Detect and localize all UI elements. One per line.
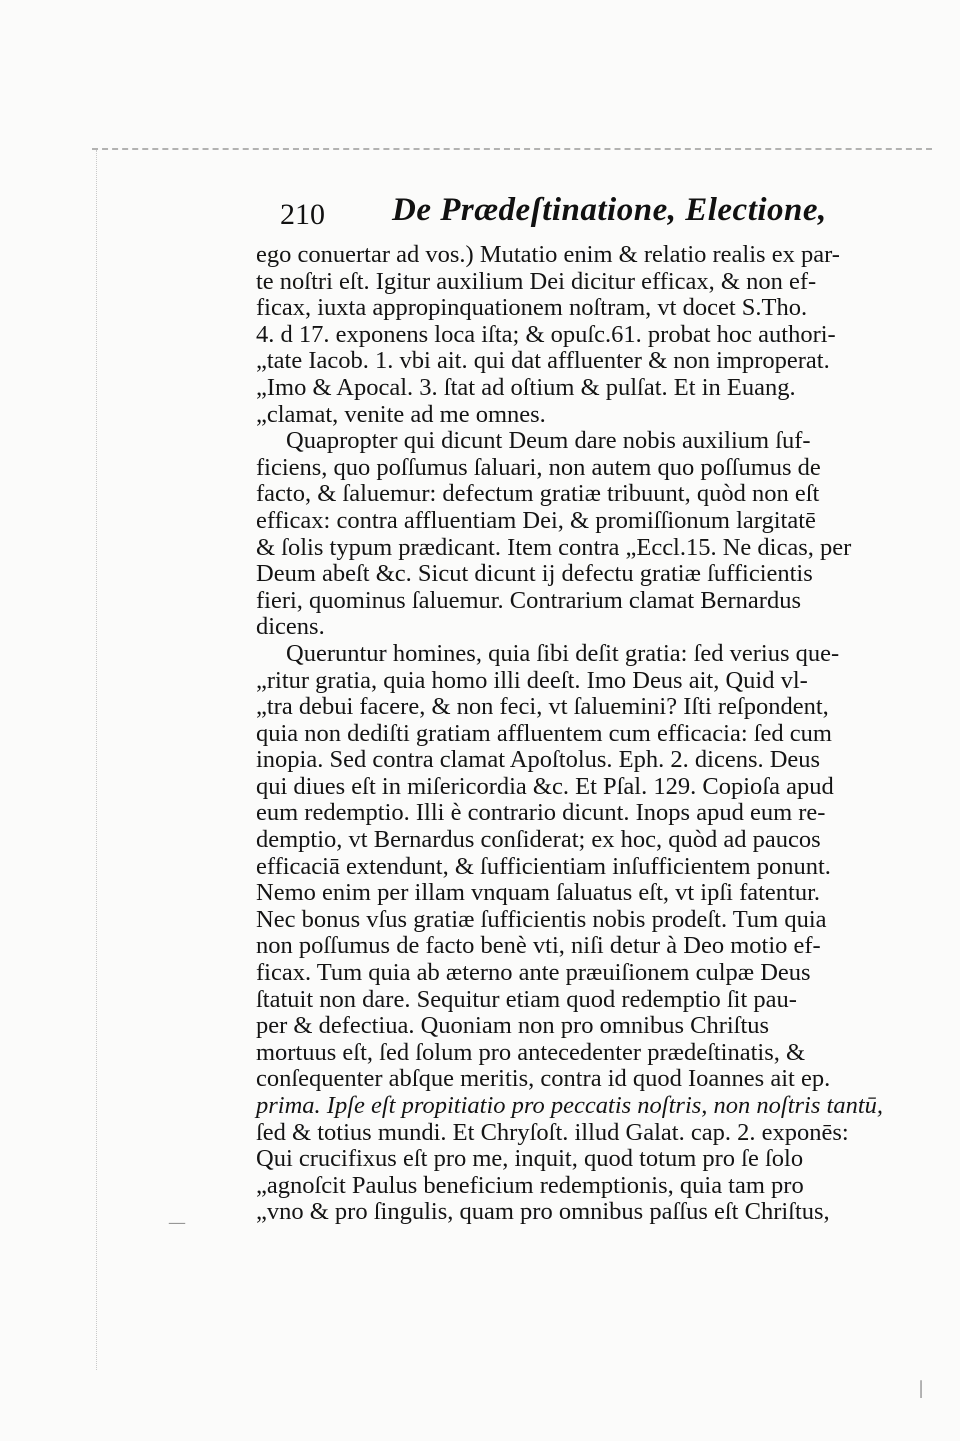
text-line: „agnoſcit Paulus beneficium redemptionis, quia tam pro [256, 1171, 804, 1199]
text-line: mortuus eſt, ſed ſolum pro antecedenter prædeſtinatis, & [256, 1038, 806, 1066]
text-line: qui diues eſt in miſericordia &c. Et Pſal. 129. Copioſa apud [256, 772, 834, 800]
text-line: Qui crucifixus eſt pro me, inquit, quod totum pro ſe ſolo [256, 1145, 804, 1173]
margin-tick-mark: | [918, 1378, 925, 1399]
text-line: „Imo & Apocal. 3. ſtat ad oſtium & pulſat. Et in Euang. [256, 373, 796, 401]
text-line: „tate Iacob. 1. vbi ait. qui dat affluenter & non improperat. [256, 347, 830, 375]
text-line: ficax. Tum quia ab æterno ante præuiſionem culpæ Deus [256, 959, 811, 987]
text-line: eum redemptio. Illi è contrario dicunt. Inops apud eum re- [256, 799, 826, 827]
text-line: ficiens, quo poſſumus ſaluari, non autem quo poſſumus de [256, 453, 821, 481]
running-head [280, 192, 840, 238]
body-text [256, 242, 928, 1226]
text-line: prima. Ipſe eſt propitiatio pro peccatis noſtris, non noſtris tantū, [256, 1092, 884, 1119]
page-left-border [96, 150, 97, 1370]
text-line: „clamat, venite ad me omnes. [256, 400, 546, 428]
text-line: facto, & ſaluemur: defectum gratiæ tribuunt, quòd non eſt [256, 480, 820, 508]
text-line: quia non dediſti gratiam affluentem cum efficacia: ſed cum [256, 719, 832, 747]
text-line: inopia. Sed contra clamat Apoſtolus. Eph. 2. dicens. Deus [256, 746, 821, 774]
text-line: ficax, iuxta appropinquationem noſtram, vt docet S.Tho. [256, 294, 808, 322]
text-line: per & defectiua. Quoniam non pro omnibus Chriſtus [256, 1012, 770, 1040]
page-number: 210 [280, 198, 325, 231]
page-top-border [92, 148, 932, 150]
text-line: Nemo enim per illam vnquam ſaluatus eſt, vt ipſi fatentur. [256, 879, 821, 907]
text-line: te noſtri eſt. Igitur auxilium Dei dicitur efficax, & non ef- [256, 267, 817, 295]
text-line: ego conuertar ad vos.) Mutatio enim & relatio realis ex par- [256, 241, 840, 268]
paragraph-start-line: Queruntur homines, quia ſibi deſit gratia: ſed verius que- [286, 639, 840, 667]
text-line: 4. d 17. exponens loca iſta; & opuſc.61. probat hoc authori- [256, 320, 836, 348]
text-line: „vno & pro ſingulis, quam pro omnibus paſſus eſt Chriſtus, [256, 1198, 830, 1226]
text-line: & ſolis typum prædicant. Item contra „Eccl.15. Ne dicas, per [256, 533, 852, 561]
text-line: dicens. [256, 613, 325, 641]
text-line: non poſſumus de facto benè vti, niſi detur à Deo motio ef- [256, 932, 821, 960]
text-line: efficaciā extendunt, & ſufficientiam inſufficientem ponunt. [256, 852, 831, 880]
paragraph-start-line: Quapropter qui dicunt Deum dare nobis auxilium ſuf- [286, 427, 811, 455]
text-line: conſequenter abſque meritis, contra id quod Ioannes ait ep. [256, 1065, 831, 1093]
text-line: fieri, quominus ſaluemur. Contrarium clamat Bernardus [256, 586, 801, 614]
running-head-title: De Prædeſtinatione, Electione, [392, 192, 827, 228]
margin-dash-mark: — [168, 1212, 186, 1233]
text-line: efficax: contra affluentiam Dei, & promiſſionum largitatē [256, 506, 816, 534]
text-line: Deum abeſt &c. Sicut dicunt ij defectu gratiæ ſufficientis [256, 560, 813, 588]
text-line: ſed & totius mundi. Et Chryſoſt. illud Galat. cap. 2. exponēs: [256, 1118, 849, 1146]
text-line: demptio, vt Bernardus conſiderat; ex hoc, quòd ad paucos [256, 826, 821, 854]
text-line: ſtatuit non dare. Sequitur etiam quod redemptio ſit pau- [256, 985, 797, 1013]
text-line: Nec bonus vſus gratiæ ſufficientis nobis prodeſt. Tum quia [256, 905, 827, 933]
text-line: „ritur gratia, quia homo illi deeſt. Imo Deus ait, Quid vl- [256, 666, 808, 694]
text-line: „tra debui facere, & non feci, vt ſaluemini? Iſti reſpondent, [256, 693, 829, 721]
